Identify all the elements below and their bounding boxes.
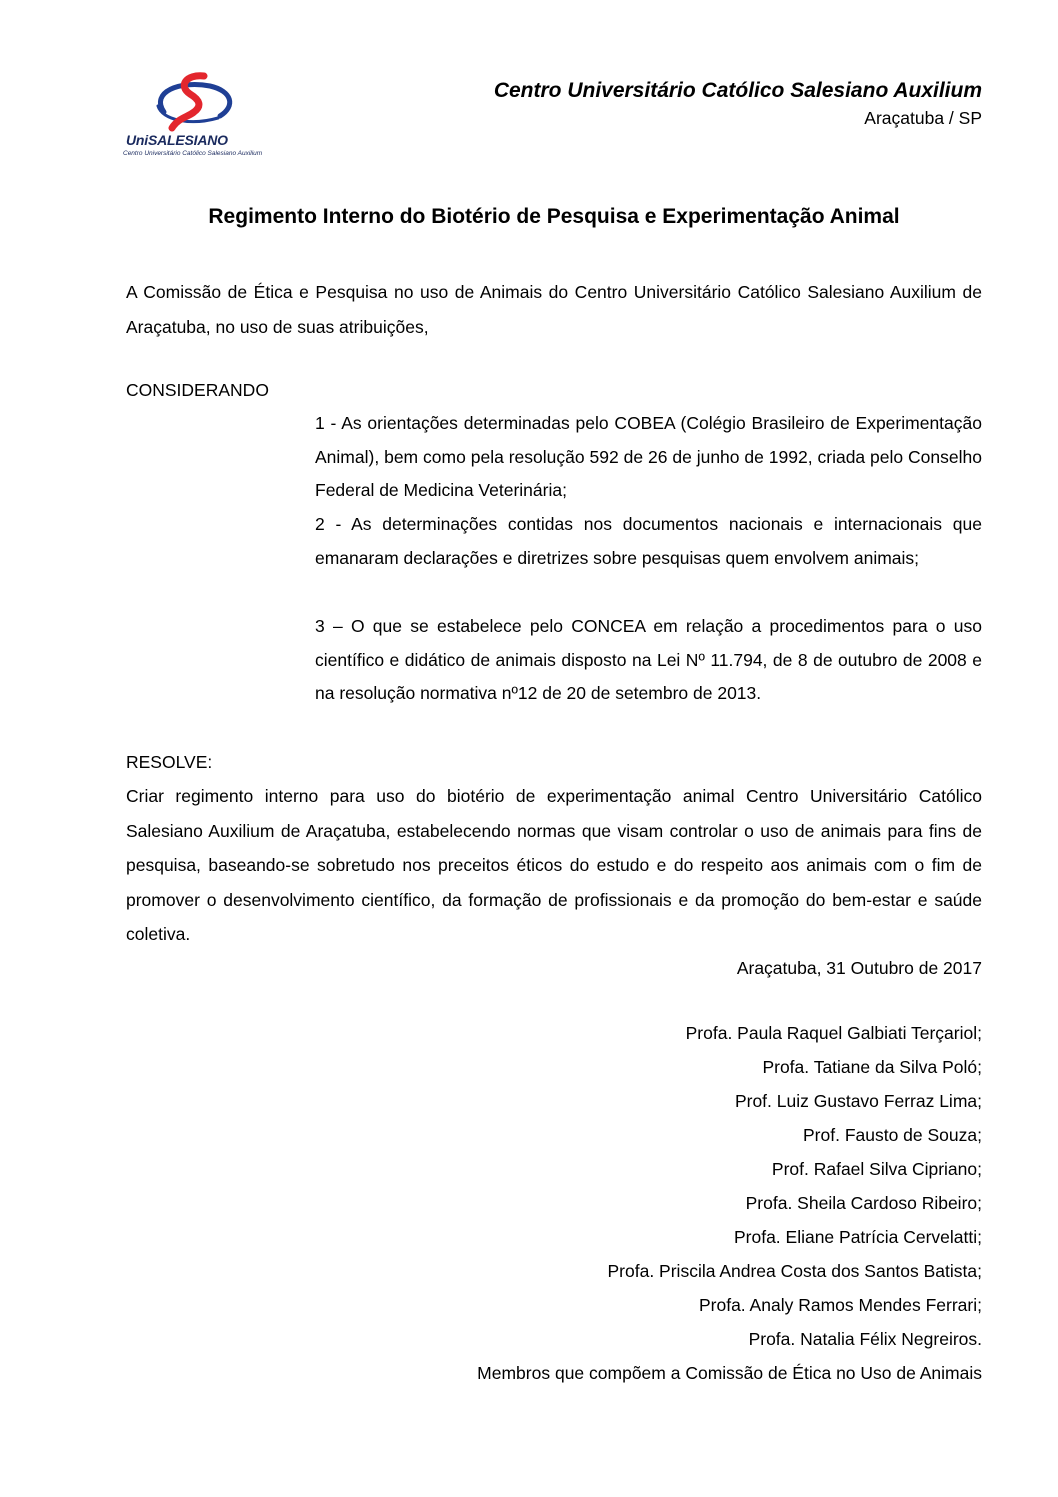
considering-label: CONSIDERANDO <box>126 380 269 400</box>
signers-list <box>282 1016 982 1356</box>
considering-item: 3 – O que se estabelece pelo CONCEA em relação a procedimentos para o uso científico e didático de animais disposto na Lei Nº 11.794, de 8 de outubro de 2008 e na resolução normativa nº12 de 20 de setembro de 2013. <box>315 616 982 703</box>
logo-emblem-icon <box>120 72 270 134</box>
resolve-paragraph: Criar regimento interno para uso do biotério de experimentação animal Centro Universitário Católico Salesiano Auxilium de Araçatuba, estabelecendo normas que visam controlar o uso de animais para fins de pesquisa, baseando-se sobretudo nos preceitos éticos do estudo e do respeito aos animais com o fim de promover o desenvolvimento científico, da formação de profissionais e da promoção do bem-estar e saúde coletiva. <box>126 786 982 944</box>
signer-name: Profa. Analy Ramos Mendes Ferrari; <box>698 1295 982 1315</box>
signer-name: Profa. Eliane Patrícia Cervelatti; <box>733 1227 982 1247</box>
signer-name: Prof. Fausto de Souza; <box>803 1125 982 1145</box>
resolve-label: RESOLVE: <box>126 752 213 772</box>
institution-name: Centro Universitário Católico Salesiano Auxilium <box>493 79 982 102</box>
logo-subtitle: Centro Universitário Católico Salesiano Auxilium <box>123 150 263 157</box>
signer-name: Profa. Tatiane da Silva Poló; <box>762 1057 982 1077</box>
signer-name: Profa. Natalia Félix Negreiros. <box>748 1329 982 1349</box>
intro-paragraph: A Comissão de Ética e Pesquisa no uso de Animais do Centro Universitário Católico Salesiano Auxilium de Araçatuba, no uso de suas atribuições, <box>126 282 982 337</box>
considering-item: 1 - As orientações determinadas pelo COBEA (Colégio Brasileiro de Experimentação Animal), bem como pela resolução 592 de 26 de junho de 1992, criada pelo Conselho Federal de Medicina Veterinária; <box>315 413 982 500</box>
considering-item: 2 - As determinações contidas nos documentos nacionais e internacionais que emanaram declarações e diretrizes sobre pesquisas quem envolvem animais; <box>315 514 982 568</box>
signer-name: Profa. Sheila Cardoso Ribeiro; <box>745 1193 982 1213</box>
unisalesiano-logo <box>120 72 270 164</box>
document-title: Regimento Interno do Biotério de Pesquisa e Experimentação Animal <box>208 205 900 228</box>
document-date: Araçatuba, 31 Outubro de 2017 <box>736 958 982 978</box>
signer-name: Profa. Paula Raquel Galbiati Terçariol; <box>685 1023 982 1043</box>
members-caption: Membros que compõem a Comissão de Ética no Uso de Animais <box>477 1363 982 1383</box>
signer-name: Prof. Rafael Silva Cipriano; <box>771 1159 982 1179</box>
signer-name: Prof. Luiz Gustavo Ferraz Lima; <box>734 1091 982 1111</box>
institution-city: Araçatuba / SP <box>864 108 982 128</box>
signer-name: Profa. Priscila Andrea Costa dos Santos Batista; <box>607 1261 982 1281</box>
logo-wordmark: UniSALESIANO <box>126 132 228 148</box>
